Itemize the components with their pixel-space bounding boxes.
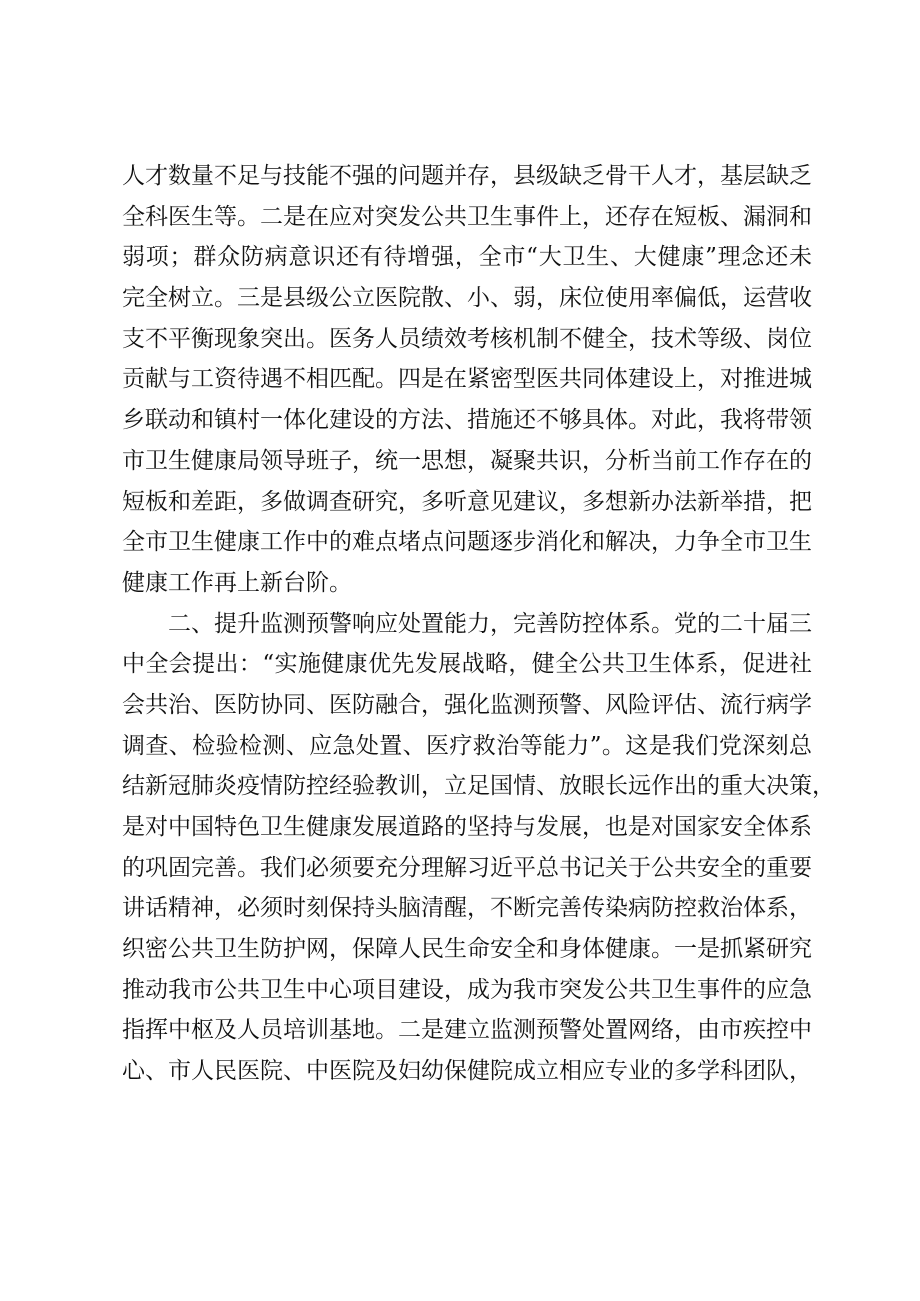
text-line-22: 指挥中枢及人员培训基地。二是建立监测预警处置网络，由市疾控中 bbox=[122, 1017, 812, 1044]
text-line-18: 的巩固完善。我们必须要充分理解习近平总书记关于公共安全的重要 bbox=[122, 854, 812, 881]
text-line-3: 弱项；群众防病意识还有待增强，全市“大卫生、大健康”理念还未 bbox=[122, 244, 812, 271]
text-line-10: 全市卫生健康工作中的难点堵点问题逐步消化和解决，力争全市卫生 bbox=[122, 529, 812, 556]
text-line-19: 讲话精神，必须时刻保持头脑清醒，不断完善传染病防控救治体系， bbox=[122, 895, 812, 922]
section-heading-line: 二、提升监测预警响应处置能力，完善防控体系。党的二十届三 bbox=[168, 610, 812, 637]
text-line-20: 织密公共卫生防护网，保障人民生命安全和身体健康。一是抓紧研究 bbox=[122, 936, 812, 963]
text-line-14: 会共治、医防协同、医防融合，强化监测预警、风险评估、流行病学 bbox=[122, 691, 812, 718]
text-line-2: 全科医生等。二是在应对突发公共卫生事件上，还存在短板、漏洞和 bbox=[122, 203, 812, 230]
text-line-15: 调查、检验检测、应急处置、医疗救治等能力”。这是我们党深刻总 bbox=[122, 732, 812, 759]
text-line-21: 推动我市公共卫生中心项目建设，成为我市突发公共卫生事件的应急 bbox=[122, 976, 812, 1003]
text-line-5: 支不平衡现象突出。医务人员绩效考核机制不健全，技术等级、岗位 bbox=[122, 325, 812, 352]
text-line-7: 乡联动和镇村一体化建设的方法、措施还不够具体。对此，我将带领 bbox=[122, 407, 812, 434]
text-line-4: 完全树立。三是县级公立医院散、小、弱，床位使用率偏低，运营收 bbox=[122, 285, 812, 312]
text-line-1: 人才数量不足与技能不强的问题并存，县级缺乏骨干人才，基层缺乏 bbox=[122, 163, 812, 189]
text-line-13: 中全会提出：“实施健康优先发展战略，健全公共卫生体系，促进社 bbox=[122, 651, 812, 678]
text-line-23: 心、市人民医院、中医院及妇幼保健院成立相应专业的多学科团队， bbox=[122, 1058, 812, 1085]
text-line-17: 是对中国特色卫生健康发展道路的坚持与发展，也是对国家安全体系 bbox=[122, 814, 812, 840]
text-line-8: 市卫生健康局领导班子，统一思想，凝聚共识，分析当前工作存在的 bbox=[122, 447, 812, 474]
text-line-16: 结新冠肺炎疫情防控经验教训，立足国情、放眼长远作出的重大决策， bbox=[122, 773, 835, 800]
text-line-9: 短板和差距，多做调查研究，多听意见建议，多想新办法新举措，把 bbox=[122, 488, 812, 515]
document-body bbox=[122, 156, 835, 1092]
text-line-6: 贡献与工资待遇不相匹配。四是在紧密型医共同体建设上，对推进城 bbox=[122, 366, 812, 393]
text-line-11: 健康工作再上新台阶。 bbox=[122, 569, 352, 596]
